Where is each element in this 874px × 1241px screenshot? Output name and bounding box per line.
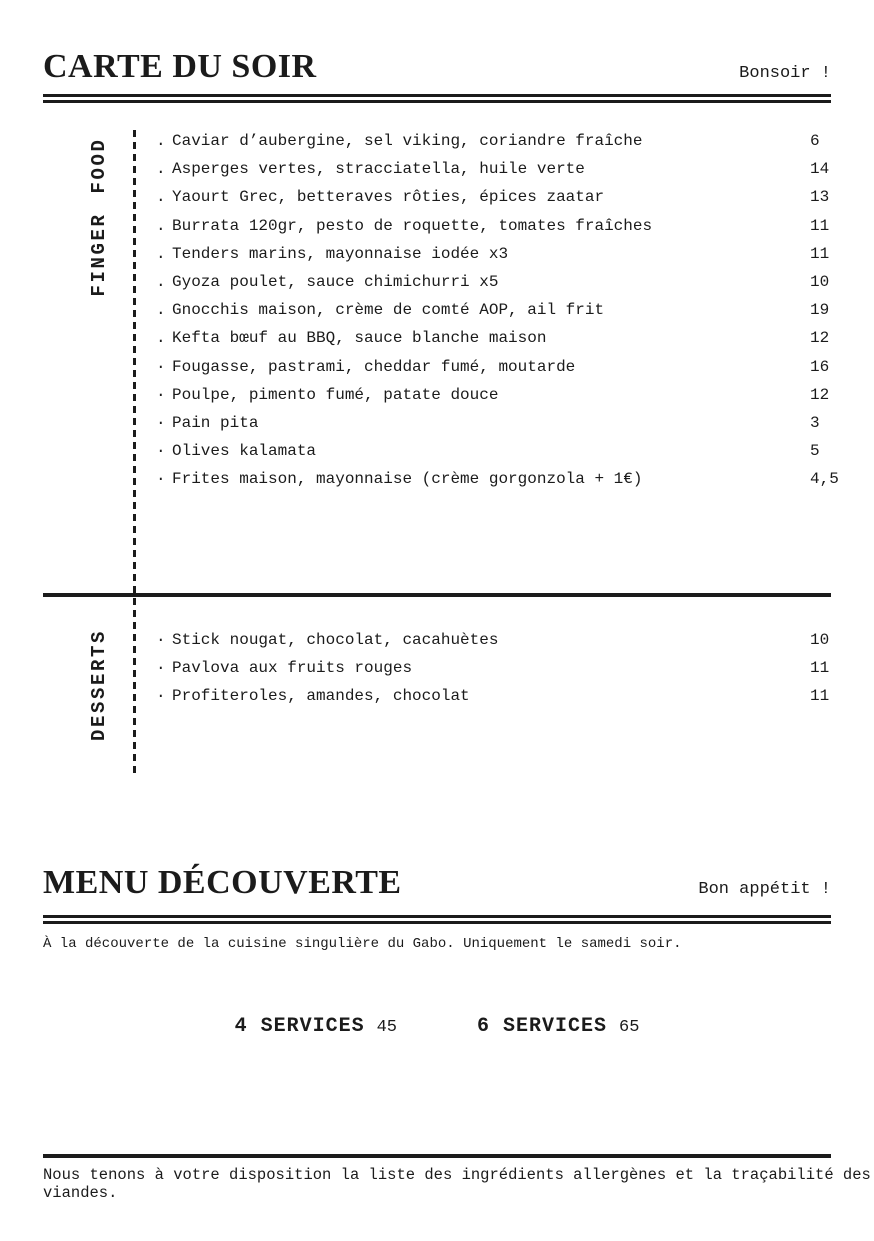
item-name: Caviar d’aubergine, sel viking, coriandre fraîche bbox=[172, 132, 643, 151]
menu-item bbox=[156, 381, 834, 409]
bullet-icon: · bbox=[156, 442, 166, 461]
bullet-icon: . bbox=[156, 132, 166, 151]
item-name: Asperges vertes, stracciatella, huile verte bbox=[172, 160, 585, 179]
bullet-icon: . bbox=[156, 160, 166, 179]
desserts-item-list bbox=[156, 626, 834, 711]
item-price: 10 bbox=[810, 273, 830, 292]
carte-header-rule bbox=[43, 94, 831, 103]
item-name: Burrata 120gr, pesto de roquette, tomates fraîches bbox=[172, 216, 653, 235]
item-price: 10 bbox=[810, 631, 830, 650]
menu-item bbox=[156, 296, 834, 324]
bullet-icon: · bbox=[156, 357, 166, 376]
item-price: 11 bbox=[810, 216, 830, 235]
section-separator-rule bbox=[43, 593, 831, 597]
offer-price: 45 bbox=[376, 1018, 397, 1037]
item-name: Fougasse, pastrami, cheddar fumé, moutarde bbox=[172, 357, 576, 376]
item-price: 13 bbox=[810, 188, 830, 207]
bullet-icon: · bbox=[156, 687, 166, 706]
menu-item bbox=[156, 409, 834, 437]
bullet-icon: . bbox=[156, 244, 166, 263]
bullet-icon: · bbox=[156, 385, 166, 404]
bullet-icon: . bbox=[156, 188, 166, 207]
menu-decouverte-description: À la découverte de la cuisine singulière du Gabo. Uniquement le samedi soir. bbox=[43, 936, 682, 952]
item-price: 11 bbox=[810, 687, 830, 706]
menu-item bbox=[156, 437, 834, 465]
offer-6-services bbox=[477, 1015, 639, 1038]
item-name: Pain pita bbox=[172, 413, 259, 432]
section-label-finger-food: FINGER FOOD bbox=[88, 137, 110, 297]
item-name: Olives kalamata bbox=[172, 442, 317, 461]
item-price: 12 bbox=[810, 329, 830, 348]
carte-title: CARTE DU SOIR bbox=[43, 48, 317, 85]
menu-item bbox=[156, 240, 834, 268]
item-name: Tenders marins, mayonnaise iodée x3 bbox=[172, 244, 509, 263]
item-price: 6 bbox=[810, 132, 820, 151]
menu-decouverte-greeting: Bon appétit ! bbox=[698, 880, 831, 899]
item-price: 11 bbox=[810, 244, 830, 263]
bullet-icon: . bbox=[156, 273, 166, 292]
item-price: 5 bbox=[810, 442, 820, 461]
item-price: 12 bbox=[810, 385, 830, 404]
bullet-icon: . bbox=[156, 216, 166, 235]
bullet-icon: · bbox=[156, 659, 166, 678]
item-name: Frites maison, mayonnaise (crème gorgonzola + 1€) bbox=[172, 470, 643, 489]
offer-price: 65 bbox=[619, 1018, 640, 1037]
bullet-icon: · bbox=[156, 631, 166, 650]
menu-item bbox=[156, 127, 834, 155]
item-price: 4,5 bbox=[810, 470, 839, 489]
allergen-notice: Nous tenons à votre disposition la liste des ingrédients allergènes et la traçabilité des viandes. bbox=[43, 1166, 871, 1202]
menu-item bbox=[156, 353, 834, 381]
bullet-icon: · bbox=[156, 470, 166, 489]
offer-label: 6 SERVICES bbox=[477, 1015, 608, 1038]
menu-item bbox=[156, 183, 834, 211]
bullet-icon: · bbox=[156, 413, 166, 432]
item-name: Gnocchis maison, crème de comté AOP, ail frit bbox=[172, 301, 605, 320]
menu-decouverte-header-rule bbox=[43, 915, 831, 924]
item-name: Profiteroles, amandes, chocolat bbox=[172, 687, 470, 706]
item-price: 16 bbox=[810, 357, 830, 376]
item-name: Yaourt Grec, betteraves rôties, épices zaatar bbox=[172, 188, 605, 207]
offer-4-services bbox=[235, 1015, 397, 1038]
section-label-desserts: DESSERTS bbox=[88, 629, 110, 742]
menu-item bbox=[156, 626, 834, 654]
menu-item bbox=[156, 324, 834, 352]
menu-item bbox=[156, 268, 834, 296]
item-name: Stick nougat, chocolat, cacahuètes bbox=[172, 631, 499, 650]
menu-item bbox=[156, 654, 834, 682]
menu-item bbox=[156, 465, 839, 493]
item-name: Kefta bœuf au BBQ, sauce blanche maison bbox=[172, 329, 547, 348]
service-offers bbox=[0, 1015, 874, 1038]
menu-item bbox=[156, 155, 834, 183]
menu-item bbox=[156, 212, 834, 240]
item-price: 14 bbox=[810, 160, 830, 179]
carte-header bbox=[43, 48, 831, 85]
item-name: Poulpe, pimento fumé, patate douce bbox=[172, 385, 499, 404]
bullet-icon: . bbox=[156, 301, 166, 320]
item-price: 3 bbox=[810, 413, 820, 432]
item-price: 11 bbox=[810, 659, 830, 678]
offer-label: 4 SERVICES bbox=[234, 1015, 365, 1038]
menu-item bbox=[156, 682, 834, 710]
item-price: 19 bbox=[810, 301, 830, 320]
finger-food-item-list bbox=[156, 127, 839, 493]
menu-decouverte-title: MENU DÉCOUVERTE bbox=[43, 864, 402, 901]
item-name: Gyoza poulet, sauce chimichurri x5 bbox=[172, 273, 499, 292]
carte-greeting: Bonsoir ! bbox=[739, 64, 831, 83]
menu-decouverte-header bbox=[43, 864, 831, 901]
bullet-icon: . bbox=[156, 329, 166, 348]
dashed-divider bbox=[133, 130, 136, 778]
item-name: Pavlova aux fruits rouges bbox=[172, 659, 413, 678]
footer-rule bbox=[43, 1154, 831, 1158]
